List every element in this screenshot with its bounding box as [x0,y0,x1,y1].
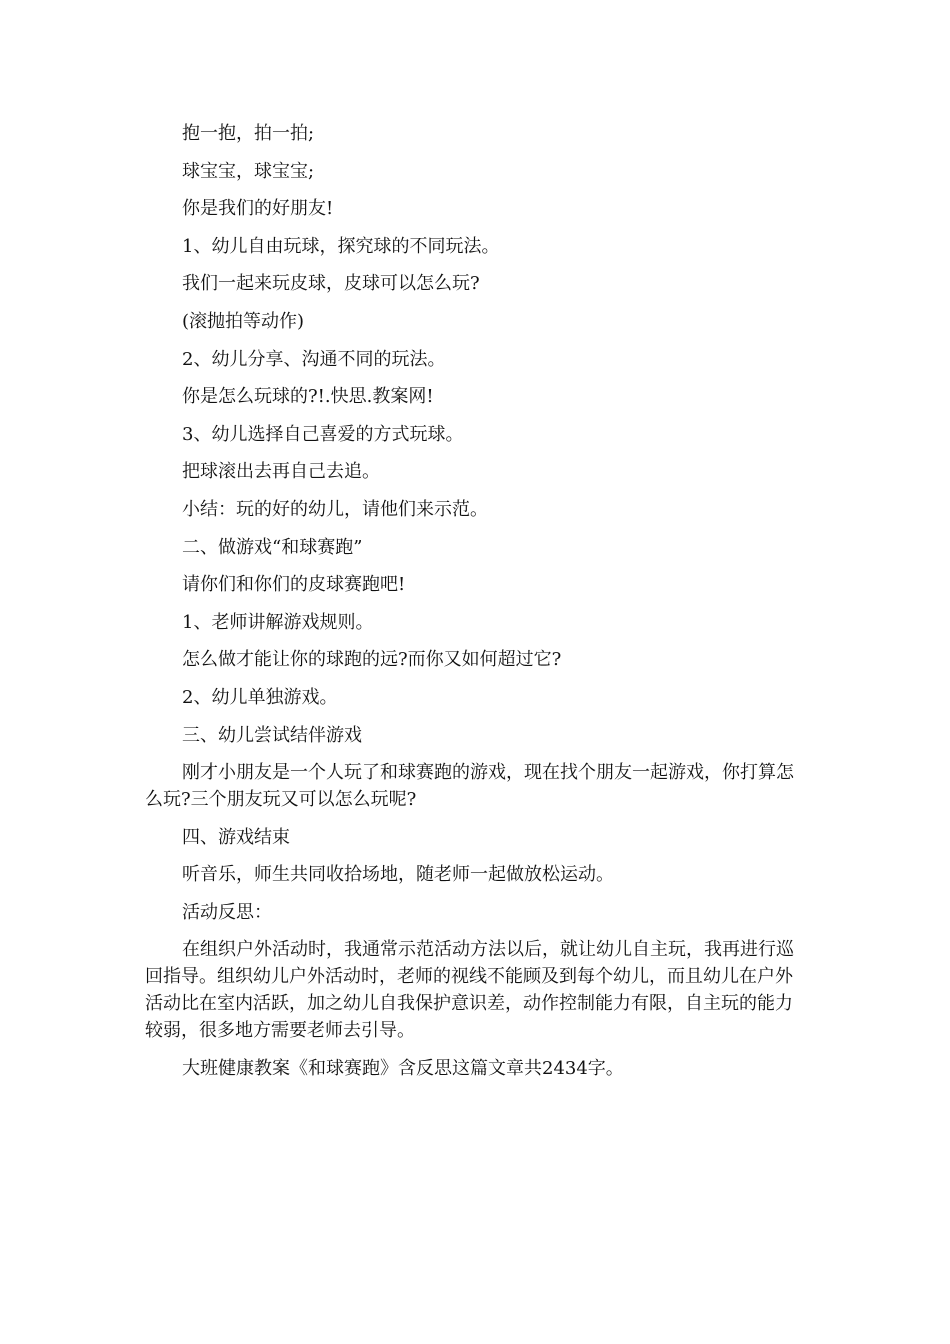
paragraph: 1、老师讲解游戏规则。 [182,611,374,633]
paragraph: 2、幼儿单独游戏。 [182,686,338,708]
paragraph: 球宝宝，球宝宝; [182,160,315,182]
paragraph: 你是我们的好朋友! [182,198,334,220]
paragraph: 刚才小朋友是一个人玩了和球赛跑的游戏，现在找个朋友一起游戏，你打算怎么玩?三个朋友玩又可以怎么玩呢? [145,762,794,811]
paragraph: 怎么做才能让你的球跑的远?而你又如何超过它? [182,649,562,671]
paragraph: 你是怎么玩球的?!.快思.教案网! [182,386,434,408]
paragraph: 3、幼儿选择自己喜爱的方式玩球。 [182,423,464,445]
paragraph: 小结：玩的好的幼儿，请他们来示范。 [182,498,488,520]
section-heading: 活动反思： [182,901,272,923]
section-heading: 四、游戏结束 [182,826,290,848]
paragraph: 听音乐，师生共同收拾场地，随老师一起做放松运动。 [182,864,614,886]
section-heading: 二、做游戏“和球赛跑” [182,536,363,558]
paragraph: 在组织户外活动时，我通常示范活动方法以后，就让幼儿自主玩，我再进行巡回指导。组织幼儿户外活动时，老师的视线不能顾及到每个幼儿，而且幼儿在户外活动比在室内活跃，加之幼儿自我保护意识差，动作控制能力有限，自主玩的能力较弱，很多地方需要老师去引导。 [145,939,794,1042]
paragraph: 我们一起来玩皮球，皮球可以怎么玩? [182,273,480,295]
paragraph: 1、幼儿自由玩球，探究球的不同玩法。 [182,235,500,257]
document-body [145,120,805,1093]
paragraph: 大班健康教案《和球赛跑》含反思这篇文章共2434字。 [182,1058,624,1080]
paragraph: 把球滚出去再自己去追。 [182,461,380,483]
paragraph: 2、幼儿分享、沟通不同的玩法。 [182,348,446,370]
paragraph: (滚抛拍等动作) [182,310,305,332]
paragraph: 抱一抱，拍一拍; [182,123,315,144]
section-heading: 三、幼儿尝试结伴游戏 [182,724,362,746]
paragraph: 请你们和你们的皮球赛跑吧! [182,574,406,596]
